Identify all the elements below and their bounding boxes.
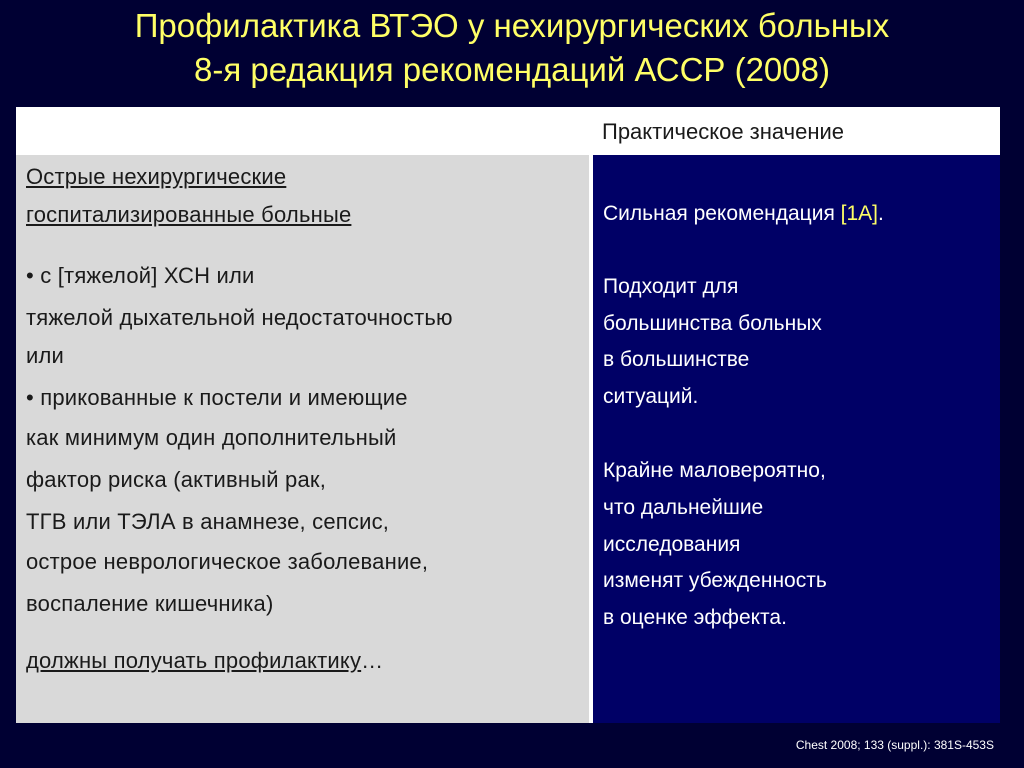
criteria-line: • с [тяжелой] ХСН или: [26, 263, 255, 288]
grade-badge: [1A]: [840, 202, 879, 225]
applicability-line: Подходит для: [603, 275, 739, 298]
source-citation: Chest 2008; 133 (suppl.): 381S-453S: [795, 738, 994, 752]
slide-title: [0, 4, 1024, 92]
criteria-line: воспаление кишечника): [26, 591, 274, 616]
certainty-line: Крайне маловероятно,: [603, 459, 826, 482]
criteria-line: как минимум один дополнительный: [26, 425, 397, 450]
conclusion-underlined: должны получать профилактику: [26, 648, 362, 673]
recommendation-table: [16, 107, 1000, 723]
recommendation-strength: [603, 202, 884, 226]
conclusion-ellipsis: …: [361, 648, 384, 673]
criteria-line: фактор риска (активный рак,: [26, 467, 327, 492]
criteria-heading-line-2: госпитализированные больные: [26, 202, 352, 227]
recommendation-period: .: [878, 202, 884, 225]
certainty-line: исследования: [603, 533, 741, 556]
title-line-1: Профилактика ВТЭО у нехирургических больных: [134, 7, 890, 44]
certainty-line: изменят убежденность: [603, 569, 827, 592]
title-line-2: 8-я редакция рекомендаций АССР (2008): [194, 51, 830, 88]
certainty-line: что дальнейшие: [603, 496, 764, 519]
criteria-line: острое неврологическое заболевание,: [26, 549, 429, 574]
criteria-line: тяжелой дыхательной недостаточностью: [26, 305, 453, 330]
applicability-line: ситуаций.: [603, 385, 699, 408]
applicability-line: большинства больных: [603, 312, 822, 335]
conclusion-text: [26, 648, 383, 674]
criteria-line: или: [26, 343, 65, 368]
certainty-line: в оценке эффекта.: [603, 606, 787, 629]
criteria-heading-line-1: Острые нехирургические: [26, 164, 287, 189]
criteria-line: • прикованные к постели и имеющие: [26, 385, 408, 410]
column-header-practical-value: Практическое значение: [602, 119, 845, 144]
applicability-line: в большинстве: [603, 348, 750, 371]
patient-criteria-cell: [16, 155, 589, 723]
criteria-line: ТГВ или ТЭЛА в анамнезе, сепсис,: [26, 509, 390, 534]
recommendation-text: Сильная рекомендация: [603, 202, 841, 225]
table-header-row: [16, 107, 1000, 155]
practical-value-cell: [593, 155, 1000, 723]
